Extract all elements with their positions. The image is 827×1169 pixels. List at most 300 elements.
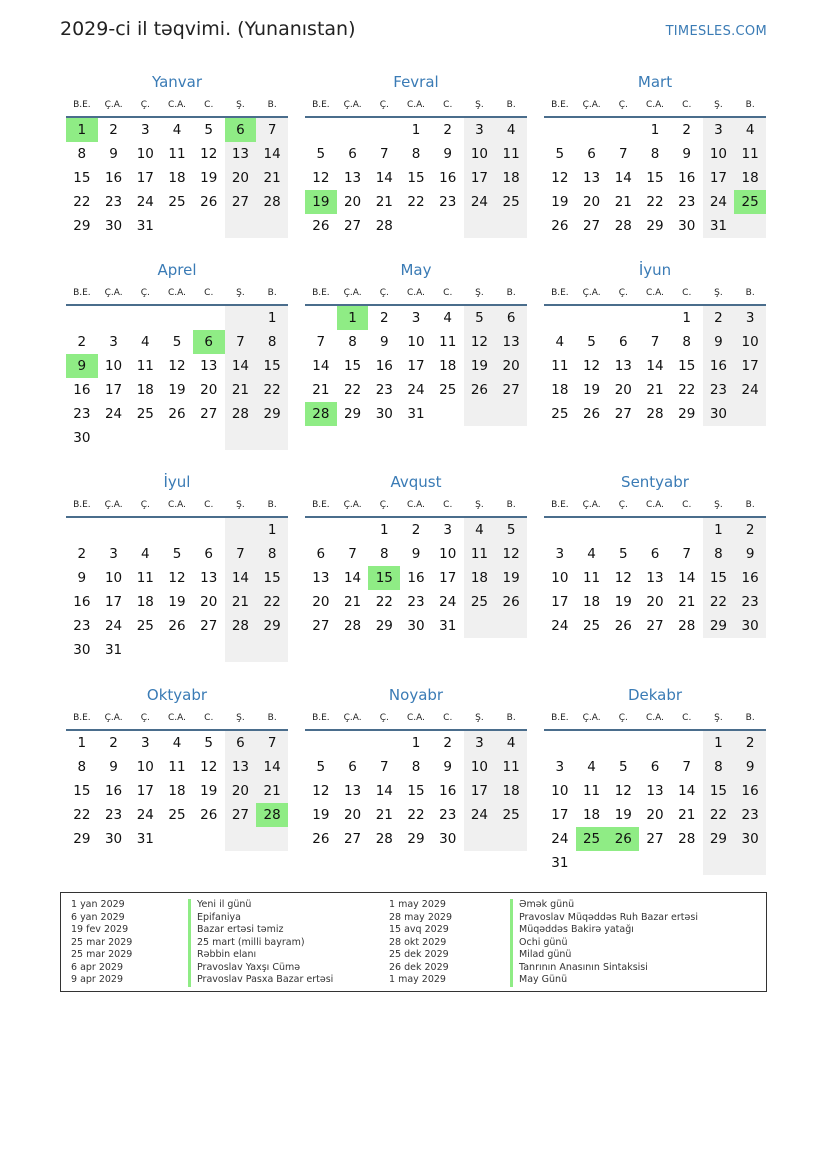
day-cell[interactable]: 28 (678, 618, 696, 634)
day-cell[interactable]: 30 (73, 430, 91, 446)
day-cell[interactable]: 23 (104, 194, 123, 210)
day-cell[interactable]: 11 (734, 142, 766, 166)
day-cell[interactable]: 3 (464, 731, 496, 755)
day-cell[interactable]: 19 (551, 194, 569, 210)
day-cell[interactable]: 28 (375, 218, 393, 234)
day-cell[interactable]: 11 (495, 755, 527, 779)
day-cell[interactable]: 27 (582, 218, 601, 234)
day-cell[interactable]: 27 (646, 831, 664, 847)
day-cell[interactable]: 9 (379, 334, 389, 350)
day-cell[interactable]: 14 (614, 170, 632, 186)
day-cell[interactable]: 27 (495, 378, 527, 402)
day-cell[interactable]: 9 (77, 570, 87, 586)
day-cell[interactable]: 22 (343, 382, 362, 398)
day-cell[interactable]: 16 (734, 779, 766, 803)
day-cell[interactable]: 10 (464, 755, 496, 779)
day-cell[interactable]: 11 (582, 570, 601, 586)
day-cell[interactable]: 6 (348, 146, 357, 162)
day-cell[interactable]: 18 (495, 779, 527, 803)
day-cell[interactable]: 7 (618, 146, 628, 162)
day-cell[interactable]: 2 (682, 122, 691, 138)
holiday-day[interactable]: 9 (66, 354, 98, 378)
day-cell[interactable]: 5 (316, 146, 326, 162)
day-cell[interactable]: 29 (703, 827, 735, 851)
day-cell[interactable]: 14 (646, 358, 664, 374)
day-cell[interactable]: 30 (104, 218, 123, 234)
day-cell[interactable]: 17 (551, 807, 569, 823)
day-cell[interactable]: 24 (734, 378, 766, 402)
day-cell[interactable]: 14 (312, 358, 330, 374)
day-cell[interactable]: 27 (614, 406, 632, 422)
day-cell[interactable]: 5 (204, 122, 213, 138)
day-cell[interactable]: 5 (464, 306, 496, 330)
day-cell[interactable]: 7 (682, 759, 691, 775)
day-cell[interactable]: 22 (73, 194, 91, 210)
day-cell[interactable]: 22 (678, 382, 696, 398)
day-cell[interactable]: 20 (582, 194, 601, 210)
day-cell[interactable]: 20 (312, 594, 330, 610)
day-cell[interactable]: 22 (375, 594, 393, 610)
day-cell[interactable]: 20 (495, 354, 527, 378)
day-cell[interactable]: 6 (650, 759, 660, 775)
day-cell[interactable]: 22 (256, 590, 288, 614)
day-cell[interactable]: 1 (411, 735, 421, 751)
day-cell[interactable]: 31 (551, 855, 569, 871)
day-cell[interactable]: 24 (104, 406, 123, 422)
day-cell[interactable]: 7 (256, 118, 288, 142)
day-cell[interactable]: 21 (375, 194, 393, 210)
holiday-day[interactable]: 1 (66, 118, 98, 142)
day-cell[interactable]: 19 (614, 594, 632, 610)
day-cell[interactable]: 13 (343, 170, 362, 186)
day-cell[interactable]: 8 (682, 334, 691, 350)
day-cell[interactable]: 17 (439, 570, 457, 586)
day-cell[interactable]: 11 (495, 142, 527, 166)
day-cell[interactable]: 15 (73, 783, 91, 799)
day-cell[interactable]: 28 (614, 218, 632, 234)
day-cell[interactable]: 22 (256, 378, 288, 402)
day-cell[interactable]: 16 (73, 382, 91, 398)
day-cell[interactable]: 14 (343, 570, 362, 586)
day-cell[interactable]: 8 (348, 334, 357, 350)
day-cell[interactable]: 5 (204, 735, 213, 751)
day-cell[interactable]: 6 (618, 334, 628, 350)
day-cell[interactable]: 23 (734, 590, 766, 614)
day-cell[interactable]: 25 (495, 190, 527, 214)
day-cell[interactable]: 24 (464, 190, 496, 214)
day-cell[interactable]: 18 (734, 166, 766, 190)
day-cell[interactable]: 20 (343, 194, 362, 210)
day-cell[interactable]: 1 (703, 518, 735, 542)
day-cell[interactable]: 13 (200, 570, 218, 586)
day-cell[interactable]: 24 (439, 594, 457, 610)
day-cell[interactable]: 7 (316, 334, 326, 350)
brand-link[interactable]: TIMESLES.COM (665, 24, 767, 39)
day-cell[interactable]: 21 (225, 378, 257, 402)
day-cell[interactable]: 5 (172, 334, 182, 350)
day-cell[interactable]: 31 (136, 831, 154, 847)
day-cell[interactable]: 12 (551, 170, 569, 186)
day-cell[interactable]: 4 (495, 118, 527, 142)
day-cell[interactable]: 18 (439, 358, 457, 374)
day-cell[interactable]: 23 (104, 807, 123, 823)
day-cell[interactable]: 7 (225, 330, 257, 354)
day-cell[interactable]: 23 (407, 594, 425, 610)
day-cell[interactable]: 12 (614, 783, 632, 799)
day-cell[interactable]: 4 (443, 310, 452, 326)
day-cell[interactable]: 30 (439, 831, 457, 847)
day-cell[interactable]: 31 (407, 406, 425, 422)
day-cell[interactable]: 5 (618, 759, 628, 775)
day-cell[interactable]: 8 (77, 146, 87, 162)
holiday-day[interactable]: 25 (576, 827, 608, 851)
day-cell[interactable]: 22 (646, 194, 664, 210)
holiday-day[interactable]: 15 (368, 566, 400, 590)
day-cell[interactable]: 28 (225, 614, 257, 638)
day-cell[interactable]: 8 (703, 542, 735, 566)
day-cell[interactable]: 28 (343, 618, 362, 634)
day-cell[interactable]: 28 (375, 831, 393, 847)
day-cell[interactable]: 29 (703, 614, 735, 638)
day-cell[interactable]: 20 (225, 166, 257, 190)
day-cell[interactable]: 14 (375, 783, 393, 799)
day-cell[interactable]: 26 (582, 406, 601, 422)
day-cell[interactable]: 25 (464, 590, 496, 614)
day-cell[interactable]: 18 (136, 594, 154, 610)
day-cell[interactable]: 14 (375, 170, 393, 186)
day-cell[interactable]: 16 (375, 358, 393, 374)
day-cell[interactable]: 30 (375, 406, 393, 422)
day-cell[interactable]: 6 (348, 759, 357, 775)
day-cell[interactable]: 12 (495, 542, 527, 566)
day-cell[interactable]: 18 (582, 594, 601, 610)
day-cell[interactable]: 19 (464, 354, 496, 378)
day-cell[interactable]: 8 (650, 146, 660, 162)
day-cell[interactable]: 25 (168, 194, 186, 210)
day-cell[interactable]: 23 (73, 618, 91, 634)
day-cell[interactable]: 15 (407, 170, 425, 186)
day-cell[interactable]: 18 (168, 783, 186, 799)
day-cell[interactable]: 30 (734, 827, 766, 851)
day-cell[interactable]: 6 (650, 546, 660, 562)
day-cell[interactable]: 11 (582, 783, 601, 799)
day-cell[interactable]: 27 (225, 190, 257, 214)
day-cell[interactable]: 26 (200, 194, 218, 210)
day-cell[interactable]: 3 (464, 118, 496, 142)
day-cell[interactable]: 24 (703, 190, 735, 214)
day-cell[interactable]: 22 (703, 590, 735, 614)
day-cell[interactable]: 2 (443, 735, 452, 751)
day-cell[interactable]: 1 (682, 310, 691, 326)
day-cell[interactable]: 13 (614, 358, 632, 374)
day-cell[interactable]: 3 (411, 310, 421, 326)
day-cell[interactable]: 16 (439, 783, 457, 799)
day-cell[interactable]: 15 (256, 354, 288, 378)
day-cell[interactable]: 25 (582, 618, 601, 634)
day-cell[interactable]: 9 (734, 542, 766, 566)
day-cell[interactable]: 23 (703, 378, 735, 402)
day-cell[interactable]: 26 (200, 807, 218, 823)
day-cell[interactable]: 16 (439, 170, 457, 186)
day-cell[interactable]: 16 (407, 570, 425, 586)
day-cell[interactable]: 8 (411, 759, 421, 775)
day-cell[interactable]: 1 (650, 122, 660, 138)
day-cell[interactable]: 16 (104, 170, 123, 186)
day-cell[interactable]: 10 (551, 570, 569, 586)
day-cell[interactable]: 3 (555, 759, 565, 775)
day-cell[interactable]: 15 (407, 783, 425, 799)
day-cell[interactable]: 18 (582, 807, 601, 823)
day-cell[interactable]: 13 (200, 358, 218, 374)
day-cell[interactable]: 14 (256, 142, 288, 166)
day-cell[interactable]: 2 (109, 122, 118, 138)
day-cell[interactable]: 26 (551, 218, 569, 234)
day-cell[interactable]: 24 (136, 194, 154, 210)
holiday-day[interactable]: 25 (734, 190, 766, 214)
day-cell[interactable]: 18 (495, 166, 527, 190)
day-cell[interactable]: 4 (172, 735, 182, 751)
day-cell[interactable]: 31 (136, 218, 154, 234)
day-cell[interactable]: 26 (312, 831, 330, 847)
day-cell[interactable]: 29 (407, 831, 425, 847)
day-cell[interactable]: 29 (73, 218, 91, 234)
day-cell[interactable]: 3 (703, 118, 735, 142)
day-cell[interactable]: 5 (495, 518, 527, 542)
day-cell[interactable]: 19 (582, 382, 601, 398)
day-cell[interactable]: 1 (411, 122, 421, 138)
day-cell[interactable]: 19 (168, 594, 186, 610)
day-cell[interactable]: 27 (646, 618, 664, 634)
day-cell[interactable]: 13 (646, 783, 664, 799)
day-cell[interactable]: 11 (168, 759, 186, 775)
day-cell[interactable]: 26 (495, 590, 527, 614)
day-cell[interactable]: 21 (256, 166, 288, 190)
day-cell[interactable]: 17 (464, 166, 496, 190)
day-cell[interactable]: 16 (73, 594, 91, 610)
day-cell[interactable]: 30 (104, 831, 123, 847)
day-cell[interactable]: 8 (379, 546, 389, 562)
day-cell[interactable]: 10 (439, 546, 457, 562)
day-cell[interactable]: 30 (407, 618, 425, 634)
day-cell[interactable]: 3 (734, 306, 766, 330)
day-cell[interactable]: 7 (650, 334, 660, 350)
day-cell[interactable]: 24 (136, 807, 154, 823)
day-cell[interactable]: 11 (168, 146, 186, 162)
day-cell[interactable]: 15 (703, 566, 735, 590)
day-cell[interactable]: 11 (464, 542, 496, 566)
day-cell[interactable]: 23 (734, 803, 766, 827)
day-cell[interactable]: 8 (703, 755, 735, 779)
day-cell[interactable]: 31 (439, 618, 457, 634)
day-cell[interactable]: 26 (464, 378, 496, 402)
day-cell[interactable]: 25 (551, 406, 569, 422)
day-cell[interactable]: 22 (73, 807, 91, 823)
day-cell[interactable]: 9 (411, 546, 421, 562)
day-cell[interactable]: 15 (703, 779, 735, 803)
day-cell[interactable]: 3 (443, 522, 452, 538)
day-cell[interactable]: 2 (379, 310, 389, 326)
day-cell[interactable]: 10 (407, 334, 425, 350)
day-cell[interactable]: 5 (618, 546, 628, 562)
day-cell[interactable]: 26 (168, 618, 186, 634)
day-cell[interactable]: 17 (703, 166, 735, 190)
day-cell[interactable]: 21 (343, 594, 362, 610)
day-cell[interactable]: 1 (256, 518, 288, 542)
day-cell[interactable]: 1 (703, 731, 735, 755)
day-cell[interactable]: 22 (407, 807, 425, 823)
day-cell[interactable]: 12 (582, 358, 601, 374)
day-cell[interactable]: 8 (256, 330, 288, 354)
holiday-day[interactable]: 26 (607, 827, 639, 851)
day-cell[interactable]: 10 (734, 330, 766, 354)
day-cell[interactable]: 4 (464, 518, 496, 542)
day-cell[interactable]: 13 (225, 142, 257, 166)
day-cell[interactable]: 24 (104, 618, 123, 634)
day-cell[interactable]: 2 (411, 522, 421, 538)
day-cell[interactable]: 10 (703, 142, 735, 166)
day-cell[interactable]: 12 (200, 759, 218, 775)
day-cell[interactable]: 1 (77, 735, 87, 751)
day-cell[interactable]: 18 (136, 382, 154, 398)
day-cell[interactable]: 9 (734, 755, 766, 779)
day-cell[interactable]: 17 (104, 382, 123, 398)
day-cell[interactable]: 19 (200, 170, 218, 186)
day-cell[interactable]: 4 (587, 759, 596, 775)
holiday-day[interactable]: 19 (305, 190, 337, 214)
day-cell[interactable]: 4 (587, 546, 596, 562)
day-cell[interactable]: 27 (343, 831, 362, 847)
day-cell[interactable]: 8 (411, 146, 421, 162)
day-cell[interactable]: 18 (551, 382, 569, 398)
day-cell[interactable]: 9 (109, 759, 118, 775)
day-cell[interactable]: 19 (312, 807, 330, 823)
day-cell[interactable]: 27 (200, 618, 218, 634)
day-cell[interactable]: 31 (703, 214, 735, 238)
holiday-day[interactable]: 1 (337, 306, 369, 330)
day-cell[interactable]: 4 (555, 334, 565, 350)
day-cell[interactable]: 19 (200, 783, 218, 799)
day-cell[interactable]: 29 (678, 406, 696, 422)
day-cell[interactable]: 15 (343, 358, 362, 374)
day-cell[interactable]: 30 (73, 642, 91, 658)
day-cell[interactable]: 7 (379, 759, 389, 775)
day-cell[interactable]: 21 (678, 807, 696, 823)
day-cell[interactable]: 12 (200, 146, 218, 162)
day-cell[interactable]: 6 (316, 546, 326, 562)
day-cell[interactable]: 14 (256, 755, 288, 779)
day-cell[interactable]: 13 (495, 330, 527, 354)
day-cell[interactable]: 14 (678, 570, 696, 586)
day-cell[interactable]: 6 (495, 306, 527, 330)
day-cell[interactable]: 17 (104, 594, 123, 610)
day-cell[interactable]: 18 (168, 170, 186, 186)
day-cell[interactable]: 4 (140, 334, 150, 350)
day-cell[interactable]: 24 (551, 618, 569, 634)
holiday-day[interactable]: 6 (193, 330, 225, 354)
day-cell[interactable]: 10 (551, 783, 569, 799)
day-cell[interactable]: 26 (312, 218, 330, 234)
day-cell[interactable]: 27 (225, 803, 257, 827)
day-cell[interactable]: 15 (646, 170, 664, 186)
day-cell[interactable]: 24 (407, 382, 425, 398)
day-cell[interactable]: 21 (375, 807, 393, 823)
day-cell[interactable]: 17 (734, 354, 766, 378)
day-cell[interactable]: 13 (343, 783, 362, 799)
day-cell[interactable]: 14 (225, 566, 257, 590)
day-cell[interactable]: 2 (734, 518, 766, 542)
day-cell[interactable]: 7 (348, 546, 357, 562)
day-cell[interactable]: 25 (495, 803, 527, 827)
day-cell[interactable]: 10 (136, 146, 154, 162)
day-cell[interactable]: 28 (225, 402, 257, 426)
day-cell[interactable]: 20 (343, 807, 362, 823)
day-cell[interactable]: 22 (407, 194, 425, 210)
day-cell[interactable]: 14 (678, 783, 696, 799)
day-cell[interactable]: 2 (443, 122, 452, 138)
day-cell[interactable]: 17 (464, 779, 496, 803)
day-cell[interactable]: 12 (168, 570, 186, 586)
day-cell[interactable]: 23 (73, 406, 91, 422)
day-cell[interactable]: 12 (614, 570, 632, 586)
day-cell[interactable]: 17 (136, 783, 154, 799)
day-cell[interactable]: 25 (136, 406, 154, 422)
day-cell[interactable]: 8 (77, 759, 87, 775)
holiday-day[interactable]: 28 (305, 402, 337, 426)
day-cell[interactable]: 25 (439, 382, 457, 398)
day-cell[interactable]: 24 (464, 803, 496, 827)
day-cell[interactable]: 7 (256, 731, 288, 755)
day-cell[interactable]: 31 (104, 642, 123, 658)
day-cell[interactable]: 15 (256, 566, 288, 590)
day-cell[interactable]: 1 (256, 306, 288, 330)
day-cell[interactable]: 22 (703, 803, 735, 827)
day-cell[interactable]: 12 (312, 783, 330, 799)
day-cell[interactable]: 14 (225, 354, 257, 378)
day-cell[interactable]: 6 (204, 546, 213, 562)
day-cell[interactable]: 16 (703, 354, 735, 378)
day-cell[interactable]: 23 (375, 382, 393, 398)
day-cell[interactable]: 8 (256, 542, 288, 566)
day-cell[interactable]: 16 (678, 170, 696, 186)
day-cell[interactable]: 7 (379, 146, 389, 162)
day-cell[interactable]: 30 (678, 218, 696, 234)
day-cell[interactable]: 30 (734, 614, 766, 638)
day-cell[interactable]: 6 (225, 731, 257, 755)
day-cell[interactable]: 10 (464, 142, 496, 166)
day-cell[interactable]: 20 (225, 779, 257, 803)
day-cell[interactable]: 4 (140, 546, 150, 562)
day-cell[interactable]: 4 (734, 118, 766, 142)
day-cell[interactable]: 19 (614, 807, 632, 823)
holiday-day[interactable]: 28 (256, 803, 288, 827)
day-cell[interactable]: 2 (703, 306, 735, 330)
day-cell[interactable]: 26 (614, 618, 632, 634)
day-cell[interactable]: 17 (407, 358, 425, 374)
day-cell[interactable]: 27 (343, 218, 362, 234)
day-cell[interactable]: 1 (379, 522, 389, 538)
day-cell[interactable]: 29 (646, 218, 664, 234)
day-cell[interactable]: 13 (582, 170, 601, 186)
day-cell[interactable]: 12 (464, 330, 496, 354)
day-cell[interactable]: 18 (464, 566, 496, 590)
day-cell[interactable]: 2 (109, 735, 118, 751)
day-cell[interactable]: 12 (168, 358, 186, 374)
day-cell[interactable]: 23 (439, 194, 457, 210)
day-cell[interactable]: 21 (256, 779, 288, 803)
day-cell[interactable]: 29 (256, 614, 288, 638)
day-cell[interactable]: 9 (703, 330, 735, 354)
day-cell[interactable]: 29 (375, 618, 393, 634)
